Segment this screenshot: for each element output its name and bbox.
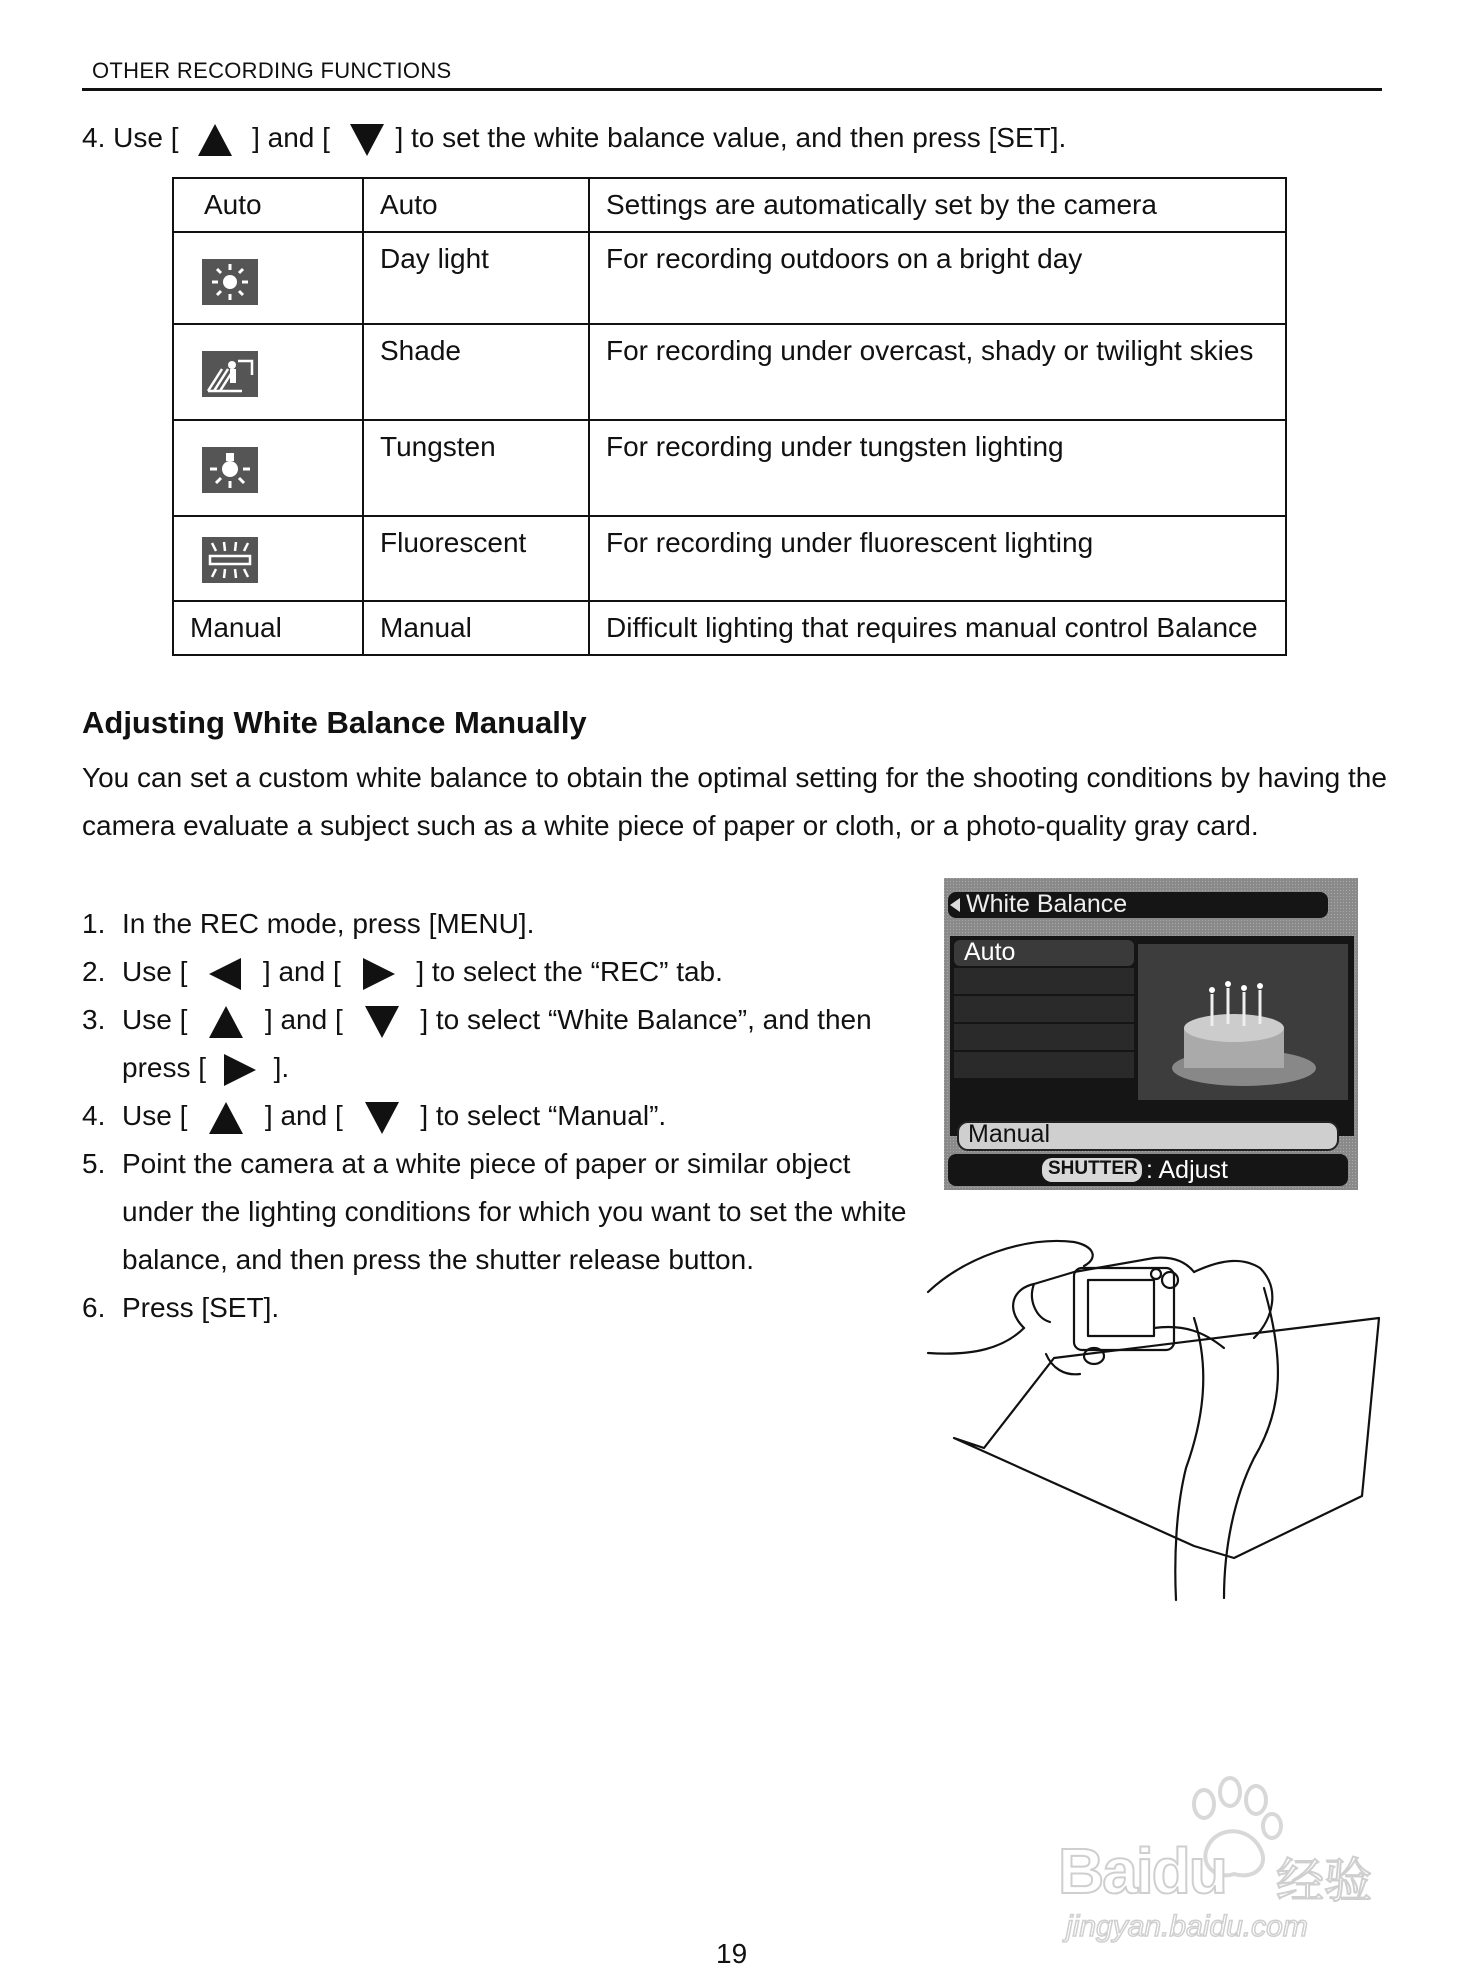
table-row: [173, 516, 1286, 601]
shade-icon: [202, 351, 258, 397]
step-5-line-3: balance, and then press the shutter release button.: [122, 1244, 754, 1275]
step-1: [82, 900, 534, 948]
mode-cell: [173, 324, 363, 420]
step-text-rest: ] to select “Manual”.: [420, 1100, 667, 1131]
lcd-item-manual: Manual: [968, 1120, 1050, 1148]
fluorescent-icon: [202, 537, 258, 583]
step-text: Press [SET].: [122, 1292, 280, 1323]
mode-cell: [173, 232, 363, 324]
setting-cell: Shade: [363, 324, 589, 420]
step-text-rest: ] to select “White Balance”, and then: [420, 1004, 872, 1035]
lcd-item-auto: Auto: [964, 938, 1016, 966]
step-number: 3.: [82, 1004, 106, 1035]
down-arrow-icon: [350, 124, 384, 156]
sun-icon: [202, 259, 258, 305]
lcd-adjust-label: : Adjust: [1146, 1156, 1228, 1184]
down-arrow-icon: [365, 1006, 399, 1038]
step-6: [82, 1284, 279, 1332]
description-cell: For recording outdoors on a bright day: [589, 232, 1286, 324]
step-text-rest: ] to set the white balance value, and then press [SET].: [395, 122, 1067, 153]
page-number: 19: [716, 1938, 748, 1969]
down-arrow-icon: [365, 1102, 399, 1134]
bulb-icon: [202, 447, 258, 493]
setting-cell: Manual: [363, 601, 589, 655]
step-text-and: ] and [: [264, 1100, 343, 1131]
step-text-use: Use [: [122, 1004, 188, 1035]
step-3-continuation: [122, 1044, 289, 1092]
step-2: [82, 948, 723, 996]
lcd-screen-illustration: [944, 878, 1358, 1190]
step-number: 4.: [82, 122, 106, 153]
description-cell: For recording under tungsten lighting: [589, 420, 1286, 516]
step-text-use: Use [: [122, 956, 188, 987]
step-text-use: Use [: [113, 122, 179, 153]
step-text-and: ] and [: [262, 956, 341, 987]
watermark-cn: 经验: [1276, 1855, 1373, 1908]
camera-hands-illustration: [924, 1228, 1384, 1604]
table-row: [173, 324, 1286, 420]
step-number: 4.: [82, 1100, 106, 1131]
mode-cell: [173, 516, 363, 601]
right-arrow-icon: [363, 958, 395, 990]
mode-cell: Auto: [173, 178, 363, 232]
mode-cell: [173, 420, 363, 516]
step-text-and: ] and [: [252, 122, 330, 153]
step-4: [82, 1092, 666, 1140]
step-text-use: Use [: [122, 1100, 188, 1131]
up-arrow-icon: [209, 1102, 243, 1134]
watermark-url: jingyan.baidu.com: [1066, 1910, 1308, 1943]
step4-instruction: [82, 120, 1066, 156]
right-arrow-icon: [224, 1054, 256, 1086]
lcd-title: White Balance: [966, 890, 1128, 918]
step-5-line-2: under the lighting conditions for which you want to set the white: [122, 1196, 907, 1227]
setting-cell: Fluorescent: [363, 516, 589, 601]
step-number: 2.: [82, 956, 106, 987]
step-text: ].: [273, 1052, 290, 1083]
step-5: [82, 1140, 850, 1188]
setting-cell: Auto: [363, 178, 589, 232]
baidu-watermark: [1058, 1770, 1408, 1950]
header-rule: [82, 88, 1382, 91]
step-number: 6.: [82, 1292, 106, 1323]
setting-cell: Day light: [363, 232, 589, 324]
mode-cell: Manual: [173, 601, 363, 655]
table-row: [173, 601, 1286, 655]
step-text: Point the camera at a white piece of paper or similar object: [122, 1148, 851, 1179]
step-text: In the REC mode, press [MENU].: [122, 908, 535, 939]
description-cell: Difficult lighting that requires manual control Balance: [589, 601, 1286, 655]
step-text-rest: ] to select the “REC” tab.: [416, 956, 723, 987]
step-number: 1.: [82, 908, 106, 939]
description-cell: For recording under fluorescent lighting: [589, 516, 1286, 601]
step-text-and: ] and [: [264, 1004, 343, 1035]
description-cell: For recording under overcast, shady or twilight skies: [589, 324, 1286, 420]
step-3: [82, 996, 872, 1044]
table-row: [173, 420, 1286, 516]
white-balance-table: [172, 177, 1287, 656]
up-arrow-icon: [209, 1006, 243, 1038]
table-row: [173, 178, 1286, 232]
watermark-brand: Baidu: [1058, 1835, 1226, 1907]
running-header: OTHER RECORDING FUNCTIONS: [92, 58, 452, 83]
table-row: [173, 232, 1286, 324]
up-arrow-icon: [198, 124, 232, 156]
lcd-shutter-key: SHUTTER: [1048, 1158, 1138, 1179]
section-paragraph: You can set a custom white balance to obtain the optimal setting for the shooting conditions by having the camera evaluate a subject such as a white piece of paper or cloth, or a photo-quality gray card.: [82, 762, 1387, 841]
step-text: press [: [122, 1052, 207, 1083]
description-cell: Settings are automatically set by the camera: [589, 178, 1286, 232]
step-number: 5.: [82, 1148, 106, 1179]
setting-cell: Tungsten: [363, 420, 589, 516]
section-title: Adjusting White Balance Manually: [82, 705, 587, 740]
left-arrow-icon: [209, 958, 241, 990]
